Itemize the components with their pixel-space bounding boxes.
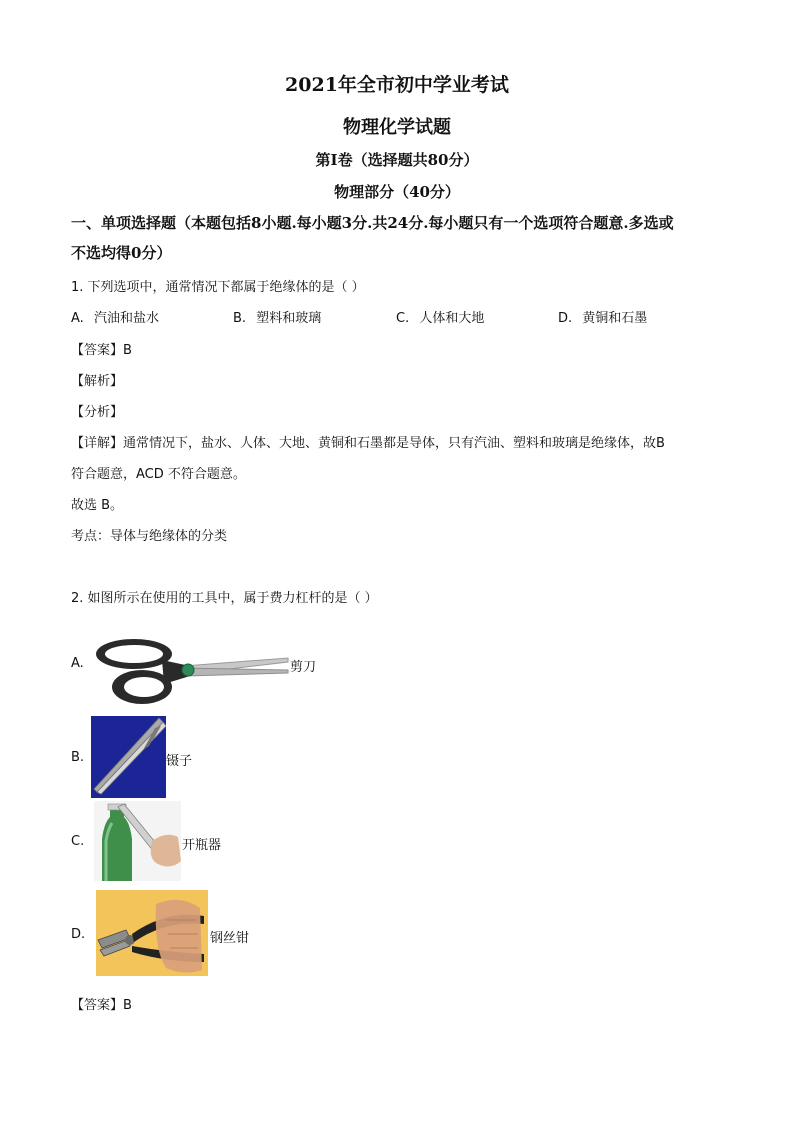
q2-option-c-text: 开瓶器 [182,838,222,853]
detail-text: 通常情况下，盐水、人体、大地、黄铜和石墨都是导体，只有汽油、塑料和玻璃是绝缘体，故B [123,436,665,451]
option-text: 汽油和盐水 [93,311,159,326]
answer-value: B [123,343,132,358]
q2-stem: 2. 如图所示在使用的工具中，属于费力杠杆的是（ ） [71,591,378,606]
option-text: 黄铜和石墨 [582,311,648,326]
q1-option-a [71,307,159,326]
part-title: 物理部分（40分） [334,183,460,201]
q1-stem: 1. 下列选项中，通常情况下都属于绝缘体的是（ ） [71,280,365,295]
q2-option-d-text: 钢丝钳 [210,931,250,946]
tweezers-image [91,716,166,798]
q1-option-b [233,307,321,326]
exam-title: 2021年全市初中学业考试 [285,74,509,96]
option-letter: A. [71,311,84,326]
bottle-opener-image [94,801,181,881]
pliers-image [96,890,208,976]
q2-option-a-text: 剪刀 [290,660,317,675]
scissors-image [92,632,290,710]
q2-option-d-letter: D. [71,927,86,942]
q1-option-d [558,307,647,326]
q1-analysis-tag: 【解析】 [71,374,124,389]
q2-answer [71,994,132,1013]
option-text: 塑料和玻璃 [256,311,322,326]
q1-detail-line2: 符合题意，ACD 不符合题意。 [71,467,246,482]
q1-choose: 故选 B。 [71,498,124,513]
answer-value: B [123,998,132,1013]
q1-detail-line1 [71,432,665,451]
answer-tag: 【答案】 [71,343,124,358]
section-heading-line1: 一、单项选择题（本题包括8小题.每小题3分.共24分.每小题只有一个选项符合题意.多选或 [71,214,674,232]
q2-option-c-letter: C. [71,834,85,849]
subject-title: 物理化学试题 [343,117,451,138]
option-text: 人体和大地 [419,311,485,326]
q1-answer [71,339,132,358]
q1-kaodian: 考点：导体与绝缘体的分类 [71,529,228,544]
q1-fenxi-tag: 【分析】 [71,405,124,420]
section-heading-line2: 不选均得0分） [71,244,172,262]
option-letter: C. [396,311,410,326]
option-letter: B. [233,311,247,326]
option-letter: D. [558,311,573,326]
q2-option-a-letter: A. [71,656,84,671]
answer-tag: 【答案】 [71,998,124,1013]
detail-tag: 【详解】 [71,436,124,451]
q1-option-c [396,307,484,326]
q2-option-b-text: 镊子 [166,754,193,769]
q2-option-b-letter: B. [71,750,85,765]
volume-title: 第Ⅰ卷（选择题共80分） [315,151,479,169]
